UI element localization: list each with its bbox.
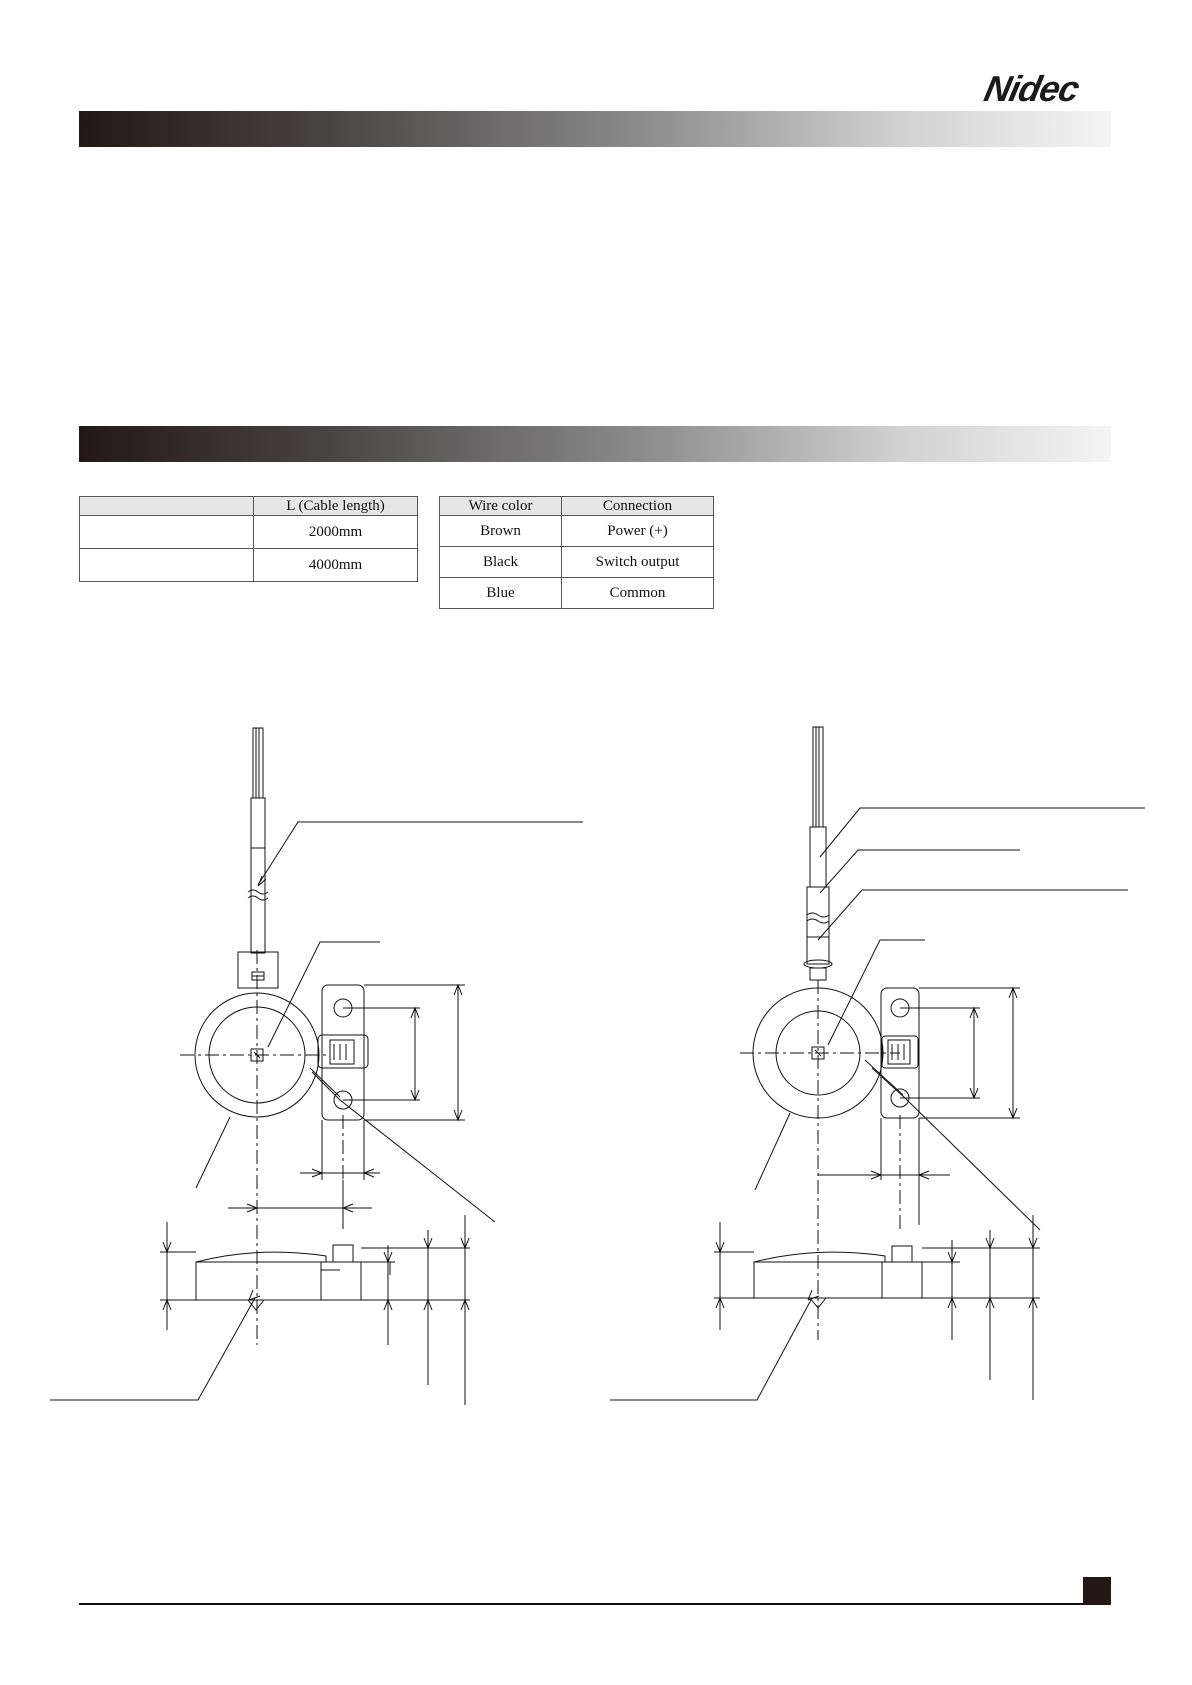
table-cell: 4000mm (254, 549, 418, 582)
right-horizontal-dimensions (818, 1118, 950, 1225)
left-horizontal-dimensions (228, 1120, 380, 1215)
right-sensor-drawing (610, 727, 1145, 1400)
table-cell: 2000mm (254, 516, 418, 549)
table-header-cell: Wire color (440, 497, 562, 516)
page-number-block (1083, 1577, 1111, 1605)
left-cable-clamp (238, 952, 278, 988)
left-center-lines (180, 950, 343, 1345)
left-cable (248, 728, 268, 953)
table-cell: Brown (440, 516, 562, 547)
table-cell: Power (+) (562, 516, 714, 547)
table-cell: Common (562, 578, 714, 609)
nidec-logo: Nidec (980, 68, 1083, 109)
footer-rule (79, 1603, 1083, 1605)
right-leader-lines (610, 808, 1145, 1400)
left-leader-lines (50, 822, 583, 1400)
table-cell: Blue (440, 578, 562, 609)
table-cell: Switch output (562, 547, 714, 578)
right-cable (804, 727, 832, 980)
left-sensor-drawing (50, 728, 583, 1405)
right-center-lines (740, 980, 900, 1340)
left-side-view (160, 1215, 470, 1405)
right-side-view (714, 1215, 1040, 1400)
table-header-cell: L (Cable length) (254, 497, 418, 516)
table-header-cell: Connection (562, 497, 714, 516)
left-vertical-dimensions (343, 985, 465, 1120)
table-cell: Black (440, 547, 562, 578)
